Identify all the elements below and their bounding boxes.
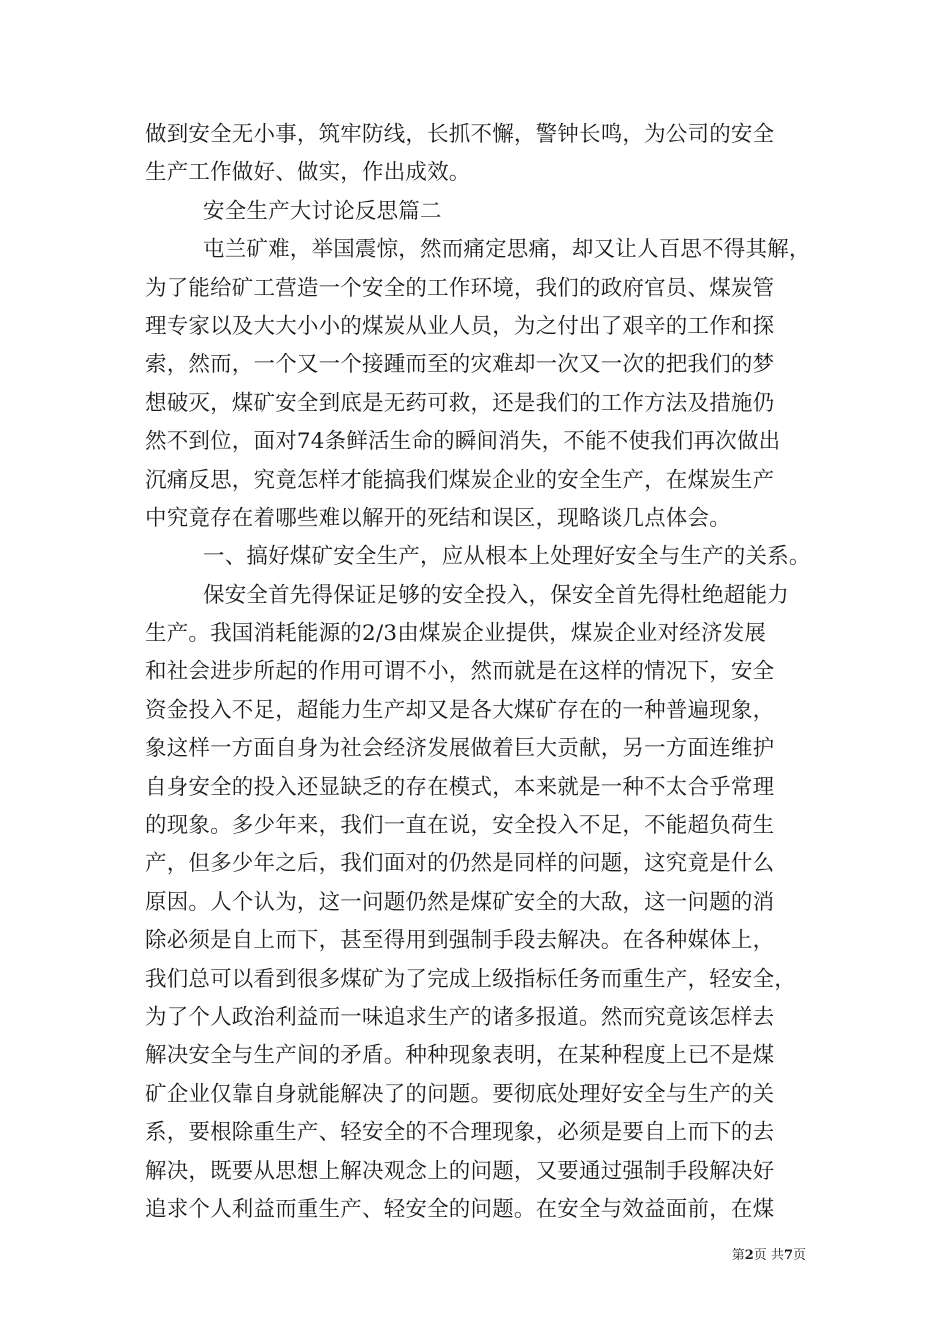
text-line: 索，然而，一个又一个接踵而至的灾难却一次又一次的把我们的梦 (145, 352, 775, 378)
text-line: 中究竟存在着哪些难以解开的死结和误区，现略谈几点体会。 (145, 505, 731, 531)
footer-middle: 页 共 (753, 1248, 784, 1263)
page-number-footer (732, 1247, 806, 1265)
text-line: 做到安全无小事，筑牢防线，长抓不懈，警钟长鸣，为公司的安全 (145, 122, 775, 147)
text-line: 解决安全与生产间的矛盾。种种现象表明，在某种程度上已不是煤 (145, 1043, 775, 1069)
text-line: 和社会进步所起的作用可谓不小，然而就是在这样的情况下，安全 (145, 659, 775, 685)
text-line: 想破灭，煤矿安全到底是无药可救，还是我们的工作方法及措施仍 (145, 390, 775, 416)
text-line: 象这样一方面自身为社会经济发展做着巨大贡献，另一方面连维护 (145, 736, 775, 762)
text-line: 解决，既要从思想上解决观念上的问题，又要通过强制手段解决好 (145, 1158, 775, 1184)
footer-suffix: 页 (792, 1248, 806, 1263)
text-line: 屯兰矿难，举国震惊，然而痛定思痛，却又让人百思不得其解， (203, 237, 811, 263)
text-line: 为了能给矿工营造一个安全的工作环境，我们的政府官员、煤炭管 (145, 275, 775, 301)
text-line: 原因。人个认为，这一问题仍然是煤矿安全的大敌，这一问题的消 (145, 889, 775, 915)
text-line: 产，但多少年之后，我们面对的仍然是同样的问题，这究竟是什么 (145, 851, 775, 877)
text-line: 系，要根除重生产、轻安全的不合理现象，必须是要自上而下的去 (145, 1120, 775, 1146)
text-line: 沉痛反思，究竟怎样才能搞我们煤炭企业的安全生产，在煤炭生产 (145, 467, 775, 493)
current-page-number: 2 (744, 1248, 754, 1263)
text-line: 我们总可以看到很多煤矿为了完成上级指标任务而重生产，轻安全， (145, 966, 797, 992)
text-line: 资金投入不足，超能力生产却又是各大煤矿存在的一种普遍现象， (145, 697, 775, 723)
total-page-count: 7 (783, 1248, 793, 1263)
text-line: 自身安全的投入还显缺乏的存在模式，本来就是一种不太合乎常理 (145, 774, 775, 800)
text-line: 生产工作做好、做实，作出成效。 (145, 160, 471, 186)
text-line: 保安全首先得保证足够的安全投入，保安全首先得杜绝超能力 (203, 582, 789, 608)
text-line: 追求个人利益而重生产、轻安全的问题。在安全与效益面前，在煤 (145, 1196, 775, 1222)
text-line: 除必须是自上而下，甚至得用到强制手段去解决。在各种媒体上， (145, 928, 775, 954)
section-heading: 安全生产大讨论反思篇二 (203, 198, 442, 224)
section-heading: 一、搞好煤矿安全生产，应从根本上处理好安全与生产的关系。 (203, 544, 811, 570)
text-line: 矿企业仅靠自身就能解决了的问题。要彻底处理好安全与生产的关 (145, 1081, 775, 1107)
text-line: 为了个人政治利益而一味追求生产的诸多报道。然而究竟该怎样去 (145, 1004, 775, 1030)
text-line: 理专家以及大大小小的煤炭从业人员，为之付出了艰辛的工作和探 (145, 313, 775, 339)
text-line: 的现象。多少年来，我们一直在说，安全投入不足，不能超负荷生 (145, 813, 775, 839)
document-body (145, 116, 810, 1229)
text-line: 生产。我国消耗能源的2/3由煤炭企业提供，煤炭企业对经济发展 (145, 621, 767, 647)
footer-prefix: 第 (731, 1248, 745, 1263)
text-line: 然不到位，面对74条鲜活生命的瞬间消失，不能不使我们再次做出 (145, 429, 781, 455)
